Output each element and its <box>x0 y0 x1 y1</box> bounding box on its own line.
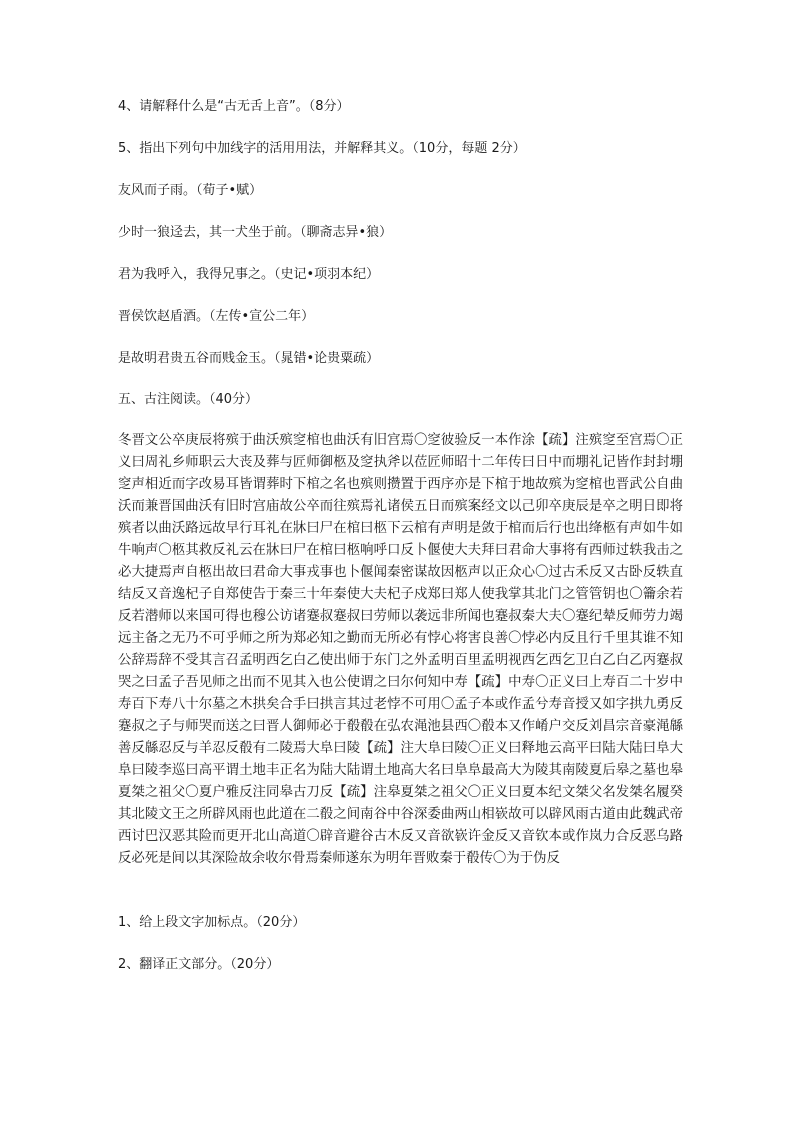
question-4: 4、请解释什么是“古无舌上音”。（8分） <box>118 99 350 114</box>
question-5: 5、指出下列句中加线字的活用用法，并解释其义。（10分，每题 2分） <box>118 141 526 156</box>
task-translate: 2、翻译正文部分。（20分） <box>118 957 280 972</box>
sentence-2: 少时一狼迳去，其一犬坐于前。（聊斋志异•狼） <box>118 225 393 240</box>
sentence-5: 是故明君贵五谷而贱金玉。（晁错•论贵粟疏） <box>118 351 380 366</box>
section-5-heading: 五、古注阅读。（40分） <box>118 392 259 407</box>
sentence-3: 君为我呼入，我得兄事之。（史记•项羽本纪） <box>118 267 380 282</box>
sentence-1: 友风而子雨。（荀子•赋） <box>118 183 263 198</box>
sentence-4: 晋侯饮赵盾酒。（左传•宣公二年） <box>118 309 315 324</box>
classical-passage: 冬晋文公卒庚辰将殡于曲沃殡窆棺也曲沃有旧宫焉〇窆彼验反一本作涂【疏】注殡窆至宫焉〇正义曰周礼乡师职云大丧及葬与匠师御柩及窆执斧以莅匠师昭十二年传曰日中而堋礼记皆作封封堋窆声相近而字改易耳皆谓葬时下棺之名也殡则攒置于西序亦是下棺于地故殡为窆棺也晋武公自曲沃而兼晋国曲沃有旧时宫庙故公卒而往殡焉礼诸侯五日而殡案经文以己卯卒庚辰是卒之明日即将殡者以曲沃路远故早行耳礼在牀曰尸在棺曰柩下云棺有声明是敛于棺而后行也出绛柩有声如牛如牛响声〇柩其救反礼云在牀曰尸在棺曰柩响呼口反卜偃使大夫拜曰君命大事将有西师过轶我击之必大捷焉声自柩出故曰君命大事戎事也卜偃闻秦密谋故因柩声以正众心〇过古禾反又古卧反轶直结反又音逸杞子自郑使告于秦三十年秦使大夫杞子戍郑曰郑人使我掌其北门之管管钥也〇籥余若反若潜师以来国可得也穆公访诸蹇叔蹇叔曰劳师以袭远非所闻也蹇叔秦大夫〇蹇纪辇反师劳力竭远主备之无乃不可乎师之所为郑必知之勤而无所必有悖心将害良善〇悖必内反且行千里其谁不知公辞焉辞不受其言召孟明西乞白乙使出师于东门之外孟明百里孟明视西乞西乞卫白乙白乙丙蹇叔哭之曰孟子吾见师之出而不见其入也公使谓之曰尔何知中寿【疏】中寿〇正义曰上寿百二十岁中寿百下寿八十尔墓之木拱矣合手曰拱言其过老悖不可用〇孟子本或作孟兮寿音授又如字拱九勇反蹇叔之子与师哭而送之曰晋人御师必于殽殽在弘农渑池县西〇殽本又作崤户交反刘昌宗音豪渑緜善反緜忍反与羊忍反殽有二陵焉大阜曰陵【疏】注大阜曰陵〇正义曰释地云高平曰陆大陆曰阜大阜曰陵李巡曰高平谓土地丰正名为陆大陆谓土地高大名曰阜阜最高大为陵其南陵夏后皋之墓也皋夏桀之祖父〇夏户雅反注同皋古刀反【疏】注皋夏桀之祖父〇正义曰夏本纪文桀父名发桀名履癸其北陵文王之所辟风雨也此道在二殽之间南谷中谷深委曲两山相嵚故可以辟风雨古道由此魏武帝西讨巴汉恶其险而更开北山高道〇辟音避谷古木反又音欲嵚许金反又音钦本或作岚力合反恶乌路反必死是间以其深险故余收尔骨焉秦师遂东为明年晋败秦于殽传〇为于伪反 <box>118 433 683 866</box>
task-punctuate: 1、给上段文字加标点。（20分） <box>118 915 306 930</box>
